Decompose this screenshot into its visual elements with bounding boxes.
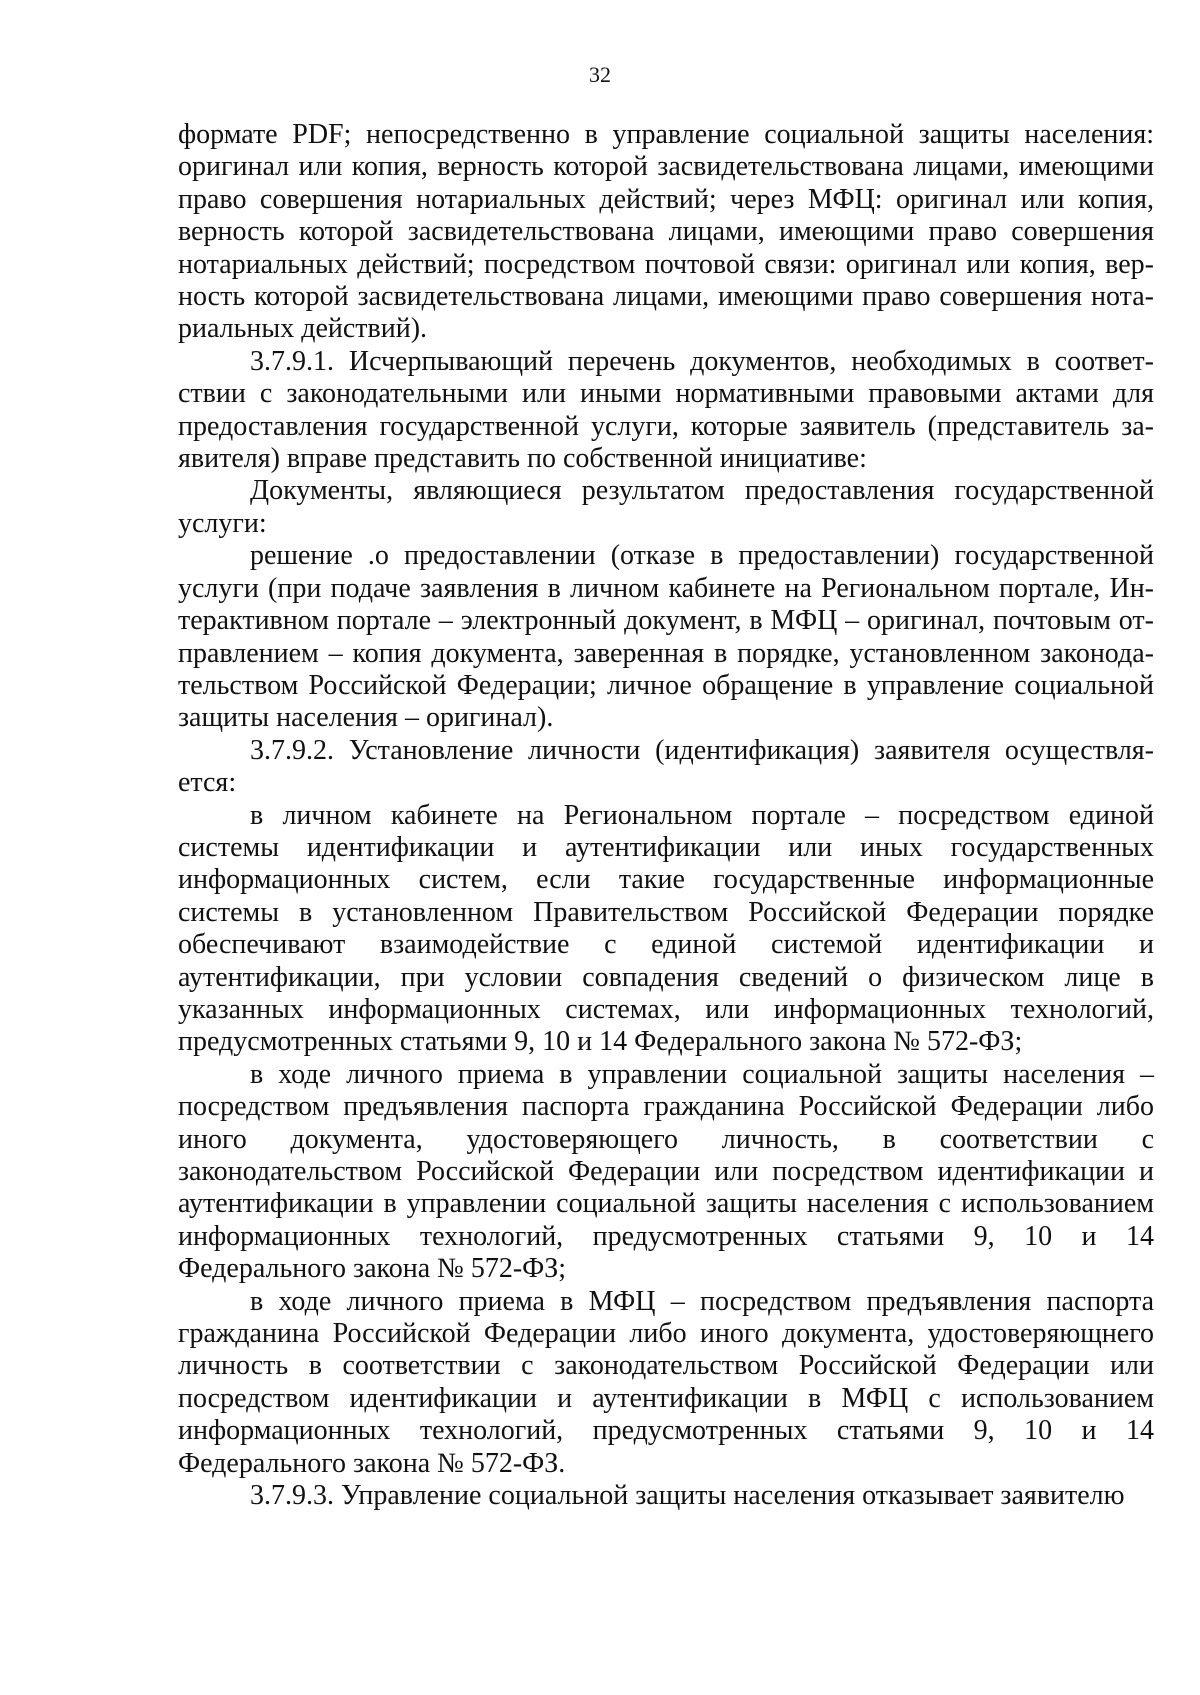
- text-line: информационных технологий, предусмотренных статьями 9, 10 и 14: [178, 1220, 1154, 1252]
- paragraph: [178, 346, 1154, 476]
- text-line: информационных технологий, предусмотренных статьями 9, 10 и 14: [178, 1415, 1154, 1447]
- paragraph: [178, 1286, 1154, 1480]
- text-line: верность которой засвидетельствована лицами, имеющими право совершения: [178, 216, 1154, 248]
- text-line: терактивном портале – электронный документ, в МФЦ – оригинал, почтовым от-: [178, 605, 1154, 637]
- text-line: риальных действий).: [178, 313, 428, 345]
- text-line: личность в соответствии с законодательством Российской Федерации или: [178, 1350, 1154, 1382]
- text-line: информационных систем, если такие государственные информационные: [178, 864, 1154, 896]
- text-line: тельством Российской Федерации; личное обращение в управление социальной: [178, 669, 1154, 701]
- text-line: предоставления государственной услуги, которые заявитель (представитель за-: [178, 410, 1154, 442]
- text-line: услуги:: [178, 507, 267, 539]
- paragraph: [178, 475, 1154, 540]
- text-line: Федерального закона № 572-ФЗ;: [178, 1253, 567, 1285]
- paragraph: [178, 735, 1154, 800]
- paragraph: [178, 1059, 1154, 1286]
- text-line: Документы, являющиеся результатом предоставления государственной: [250, 475, 1154, 507]
- text-line: явителя) вправе представить по собственной инициативе:: [178, 443, 867, 475]
- paragraph: [178, 1480, 1154, 1512]
- text-line: обеспечивают взаимодействие с единой системой идентификации и: [178, 929, 1154, 961]
- text-line: посредством предъявления паспорта гражданина Российской Федерации либо: [178, 1091, 1154, 1123]
- text-line: нотариальных действий; посредством почтовой связи: оригинал или копия, вер-: [178, 248, 1154, 280]
- text-line: формате PDF; непосредственно в управление социальной защиты населения:: [178, 119, 1154, 150]
- text-line: в личном кабинете на Региональном портале – посредством единой: [250, 799, 1154, 831]
- text-line: в ходе личного приема в управлении социальной защиты населения –: [250, 1058, 1154, 1090]
- paragraph: [178, 800, 1154, 1059]
- text-line: оригинал или копия, верность которой засвидетельствована лицами, имеющими: [178, 151, 1154, 183]
- text-line: предусмотренных статьями 9, 10 и 14 Федерального закона № 572-ФЗ;: [178, 1026, 1023, 1058]
- text-line: в ходе личного приема в МФЦ – посредством предъявления паспорта: [250, 1285, 1154, 1317]
- text-line: системы идентификации и аутентификации или иных государственных: [178, 831, 1154, 863]
- text-line: законодательством Российской Федерации или посредством идентификации и: [178, 1156, 1154, 1187]
- paragraph: [178, 540, 1154, 734]
- paragraph: [178, 119, 1154, 346]
- text-line: 3.7.9.2. Установление личности (идентификация) заявителя осуществля-: [250, 734, 1154, 766]
- text-line: защиты населения – оригинал).: [178, 702, 554, 734]
- text-line: ется:: [178, 767, 237, 799]
- text-line: право совершения нотариальных действий; через МФЦ: оригинал или копия,: [178, 183, 1154, 215]
- text-line: системы в установленном Правительством Российской Федерации порядке: [178, 896, 1154, 928]
- text-line: правлением – копия документа, заверенная в порядке, установленном законода-: [178, 637, 1154, 669]
- text-line: услуги (при подаче заявления в личном кабинете на Региональном портале, Ин-: [178, 572, 1154, 604]
- text-line: иного документа, удостоверяющего личность, в соответствии с: [178, 1123, 1154, 1155]
- text-line: решение .о предоставлении (отказе в предоставлении) государственной: [250, 540, 1154, 572]
- text-line: указанных информационных системах, или информационных технологий,: [178, 993, 1154, 1025]
- text-line: гражданина Российской Федерации либо иного документа, удостоверяющнего: [178, 1318, 1154, 1350]
- page-number: 32: [589, 62, 611, 87]
- text-line: ствии с законодательными или иными нормативными правовыми актами для: [178, 378, 1154, 410]
- text-line: 3.7.9.3. Управление социальной защиты населения отказывает заявителю: [250, 1480, 1125, 1512]
- text-line: посредством идентификации и аутентификации в МФЦ с использованием: [178, 1382, 1154, 1414]
- text-line: ность которой засвидетельствована лицами, имеющими право совершения нота-: [178, 281, 1154, 313]
- text-line: аутентификации в управлении социальной защиты населения с использованием: [178, 1188, 1154, 1220]
- document-body: [178, 119, 1154, 1512]
- text-line: аутентификации, при условии совпадения сведений о физическом лице в: [178, 961, 1154, 993]
- text-line: Федерального закона № 572-ФЗ.: [178, 1447, 566, 1479]
- text-line: 3.7.9.1. Исчерпывающий перечень документов, необходимых в соответ-: [250, 345, 1154, 377]
